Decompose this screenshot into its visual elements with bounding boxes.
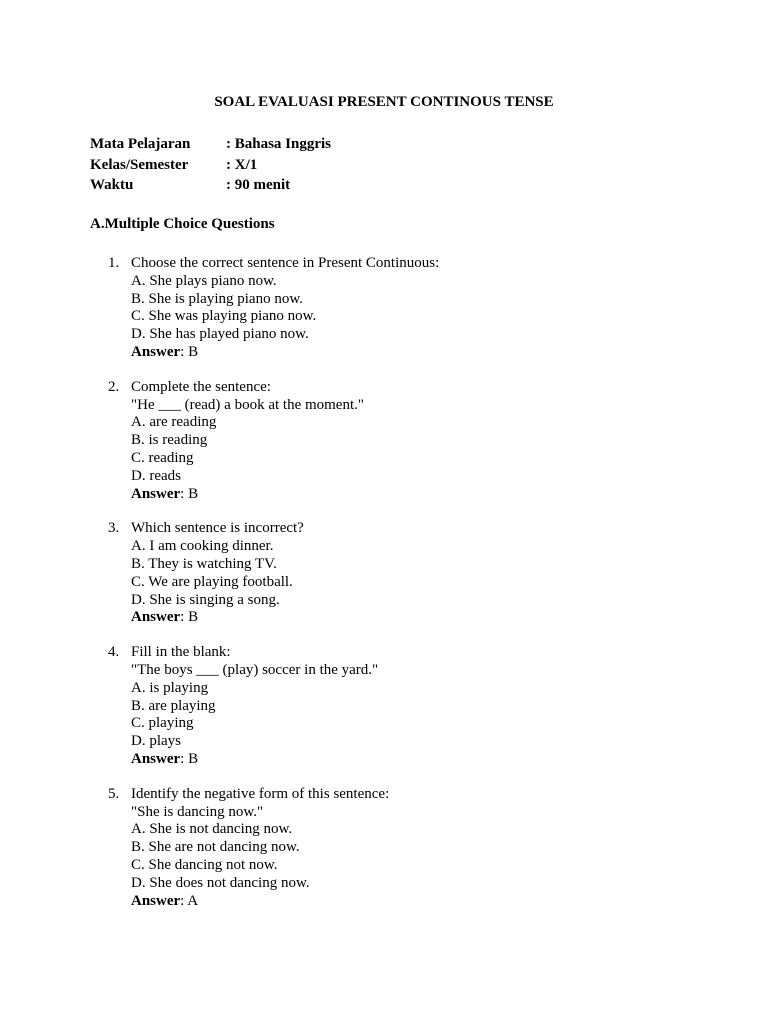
option-c: C. playing xyxy=(131,715,194,732)
answer-value: : A xyxy=(180,892,199,909)
question-4 xyxy=(0,644,768,769)
option-c: C. reading xyxy=(131,449,194,466)
option-c: C. She was playing piano now. xyxy=(131,308,317,325)
question-3 xyxy=(0,520,768,627)
option-b: B. They is watching TV. xyxy=(131,555,277,572)
answer-label: Answer xyxy=(131,609,181,626)
meta-block xyxy=(90,134,331,196)
answer-line xyxy=(131,344,768,362)
option-d: D. She is singing a song. xyxy=(131,591,280,608)
option-b: B. is reading xyxy=(131,432,208,449)
question-quote: "She is dancing now." xyxy=(131,803,264,820)
option-a: A. are reading xyxy=(131,414,217,431)
question-number: 4. xyxy=(108,644,120,661)
option-d: D. She has played piano now. xyxy=(131,326,309,343)
meta-row-class xyxy=(90,155,331,176)
answer-label: Answer xyxy=(131,485,181,502)
meta-label: Mata Pelajaran xyxy=(90,136,191,152)
option-a: A. She plays piano now. xyxy=(131,272,277,289)
meta-value: : X/1 xyxy=(226,156,258,173)
question-prompt: Fill in the blank: xyxy=(131,644,231,661)
question-quote: "He ___ (read) a book at the moment." xyxy=(131,396,365,413)
answer-label: Answer xyxy=(131,892,181,909)
question-list xyxy=(0,255,768,927)
question-body xyxy=(131,379,768,504)
option-b: B. are playing xyxy=(131,697,216,714)
option-a: A. She is not dancing now. xyxy=(131,821,293,838)
question-2 xyxy=(0,379,768,504)
answer-value: : B xyxy=(180,609,199,626)
answer-value: : B xyxy=(180,750,199,767)
meta-row-time xyxy=(90,175,331,196)
answer-line xyxy=(131,486,768,504)
meta-row-subject xyxy=(90,134,331,155)
answer-value: : B xyxy=(180,343,199,360)
question-prompt: Complete the sentence: xyxy=(131,378,271,395)
option-b: B. She is playing piano now. xyxy=(131,290,303,307)
option-d: D. She does not dancing now. xyxy=(131,874,310,891)
question-number: 5. xyxy=(108,785,120,802)
answer-label: Answer xyxy=(131,750,181,767)
question-body xyxy=(131,520,768,627)
question-number: 2. xyxy=(108,378,120,395)
meta-label: Waktu xyxy=(90,177,134,193)
document-title: SOAL EVALUASI PRESENT CONTINOUS TENSE xyxy=(214,94,554,110)
question-number: 1. xyxy=(108,255,120,271)
meta-value: : 90 menit xyxy=(226,177,291,193)
section-title: A.Multiple Choice Questions xyxy=(90,216,275,232)
question-1 xyxy=(0,255,768,362)
answer-line xyxy=(131,751,768,769)
option-b: B. She are not dancing now. xyxy=(131,839,300,856)
meta-label: Kelas/Semester xyxy=(90,156,189,173)
meta-value: : Bahasa Inggris xyxy=(226,136,332,152)
option-d: D. reads xyxy=(131,467,181,484)
question-body xyxy=(131,644,768,769)
question-5 xyxy=(0,786,768,911)
question-prompt: Identify the negative form of this sentence: xyxy=(131,785,390,802)
answer-line xyxy=(131,609,768,627)
answer-value: : B xyxy=(180,485,199,502)
question-prompt: Choose the correct sentence in Present Continuous: xyxy=(131,255,440,271)
option-a: A. is playing xyxy=(131,679,209,696)
question-body xyxy=(131,786,768,911)
answer-line xyxy=(131,893,768,911)
answer-label: Answer xyxy=(131,343,181,360)
option-c: C. She dancing not now. xyxy=(131,856,278,873)
option-a: A. I am cooking dinner. xyxy=(131,538,274,555)
question-number: 3. xyxy=(108,520,120,537)
option-d: D. plays xyxy=(131,733,181,750)
option-c: C. We are playing football. xyxy=(131,573,293,590)
question-prompt: Which sentence is incorrect? xyxy=(131,520,304,537)
question-quote: "The boys ___ (play) soccer in the yard." xyxy=(131,661,379,678)
question-body xyxy=(131,255,768,362)
